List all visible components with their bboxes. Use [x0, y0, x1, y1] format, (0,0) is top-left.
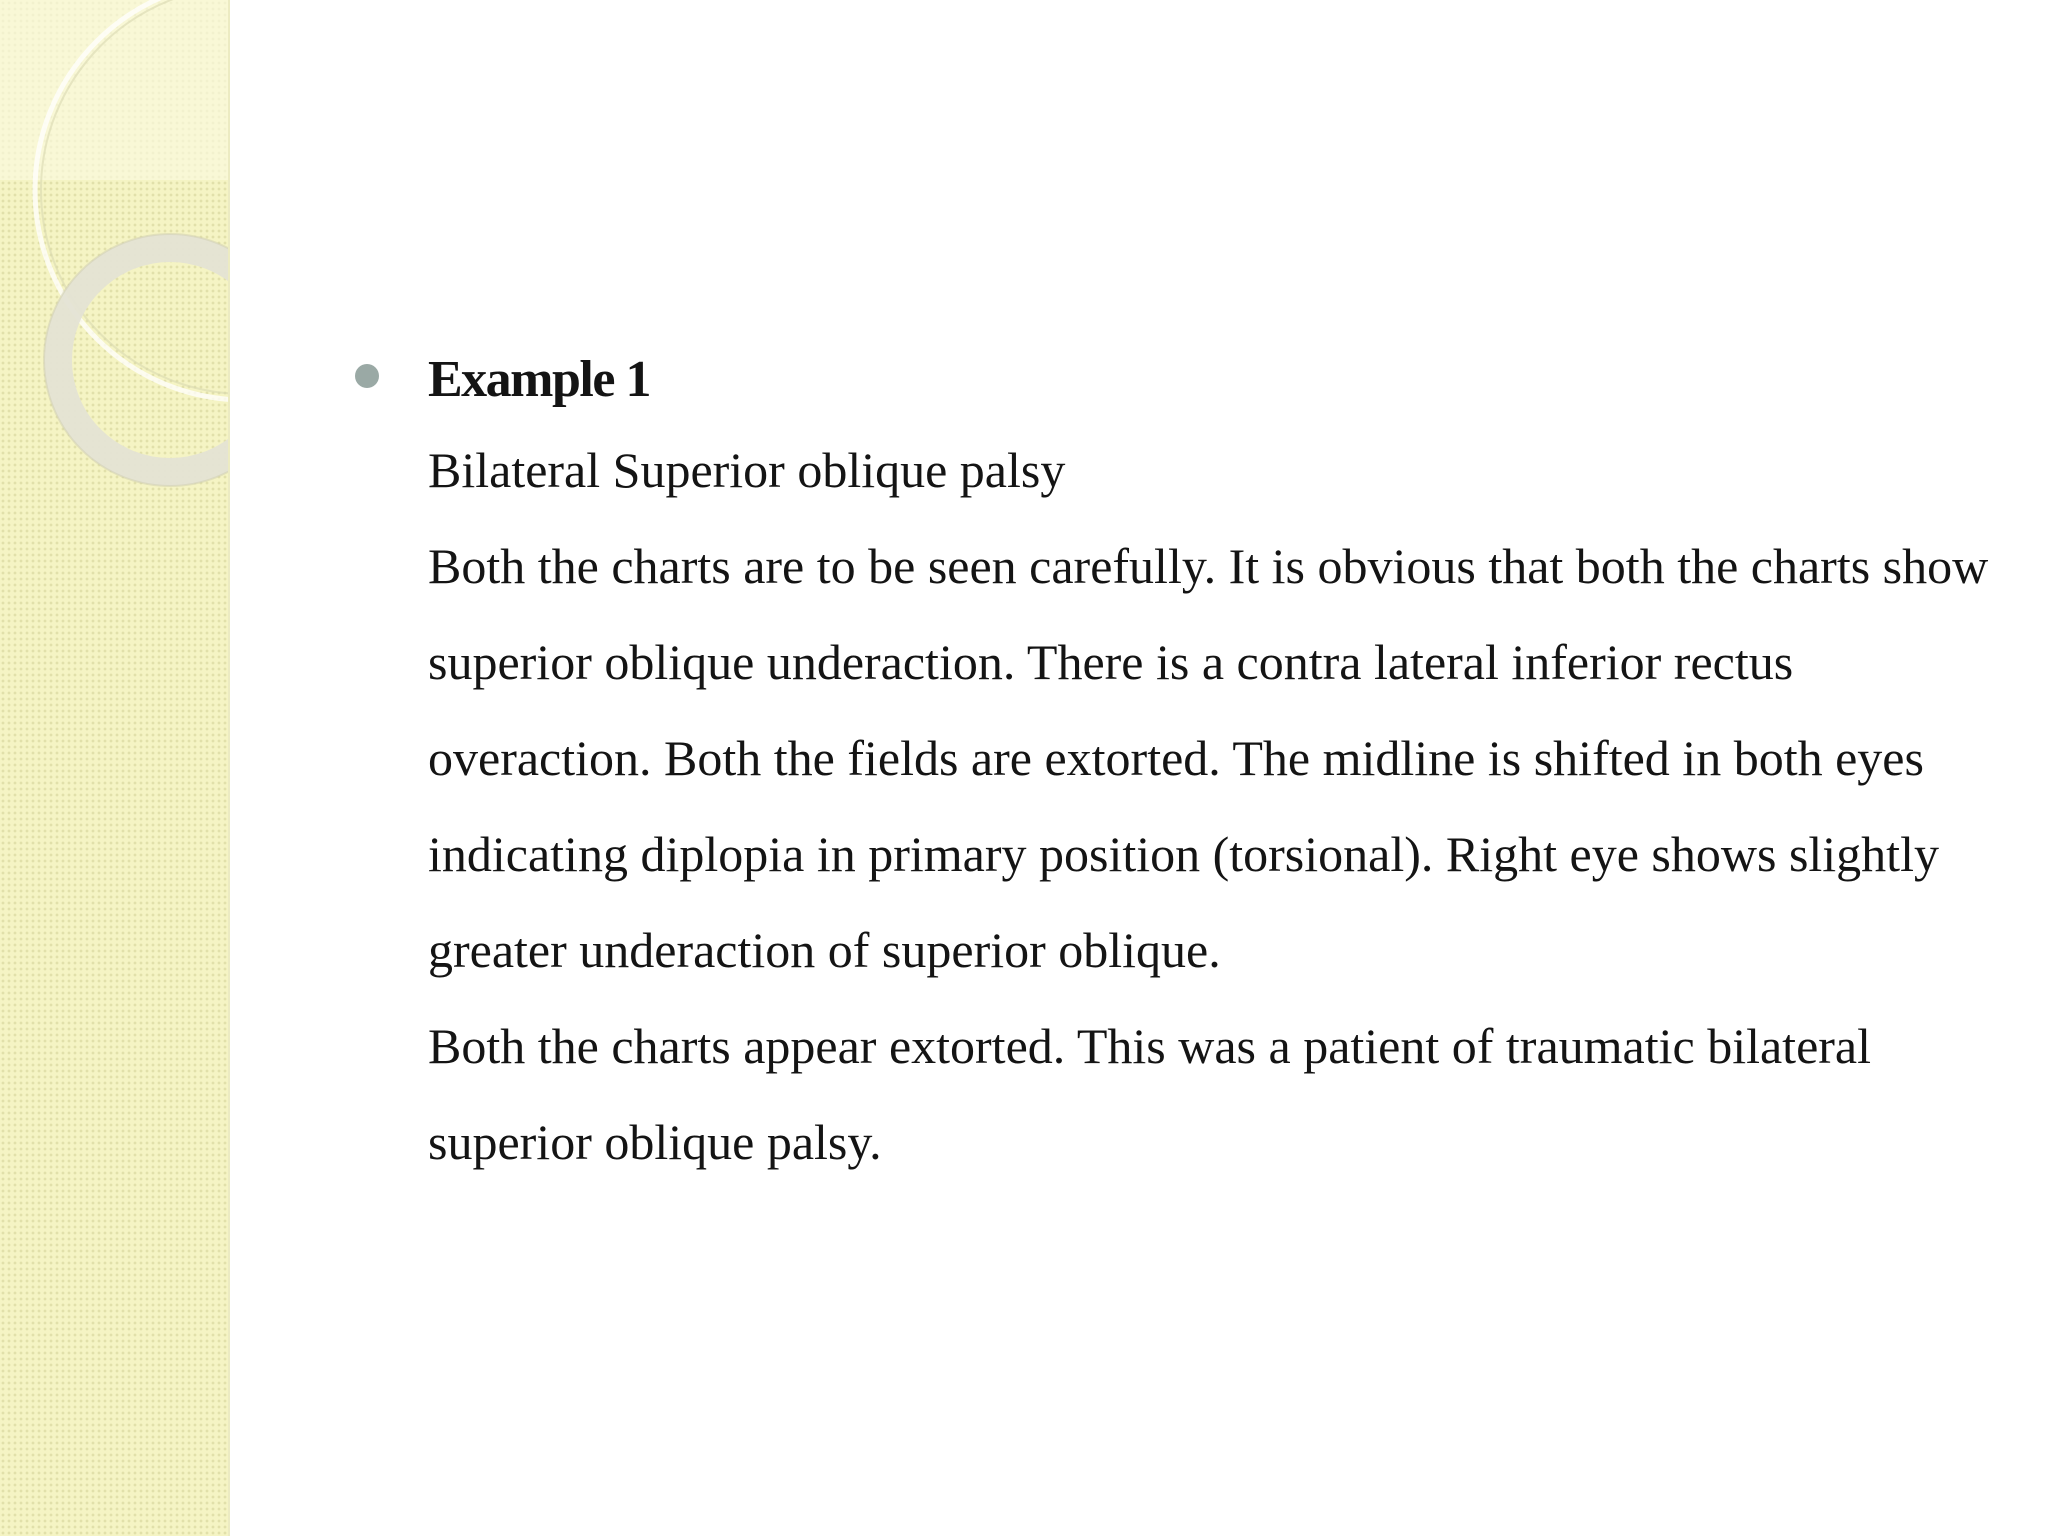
slide-content: [360, 338, 2000, 1190]
bullet-text-block: [428, 338, 2000, 1190]
decorative-rings-graphic: [0, 0, 228, 520]
slide-subtitle: Bilateral Superior oblique palsy: [428, 442, 1066, 498]
bullet-dot-icon: [355, 364, 379, 388]
bullet-item: [360, 338, 2000, 1190]
slide-heading: Example 1: [428, 351, 650, 408]
decorative-side-band: [0, 0, 230, 1536]
paragraph-2: Both the charts appear extorted. This was a patient of traumatic bilateral superior oblique palsy.: [428, 1018, 1871, 1170]
paragraph-1: Both the charts are to be seen carefully. It is obvious that both the charts show superior oblique underaction. There is a contra lateral inferior rectus overaction. Both the fields are extorted. The midline is shifted in both eyes indicating diplopia in primary position (torsional). Right eye shows slightly greater underaction of superior oblique.: [428, 538, 1989, 978]
